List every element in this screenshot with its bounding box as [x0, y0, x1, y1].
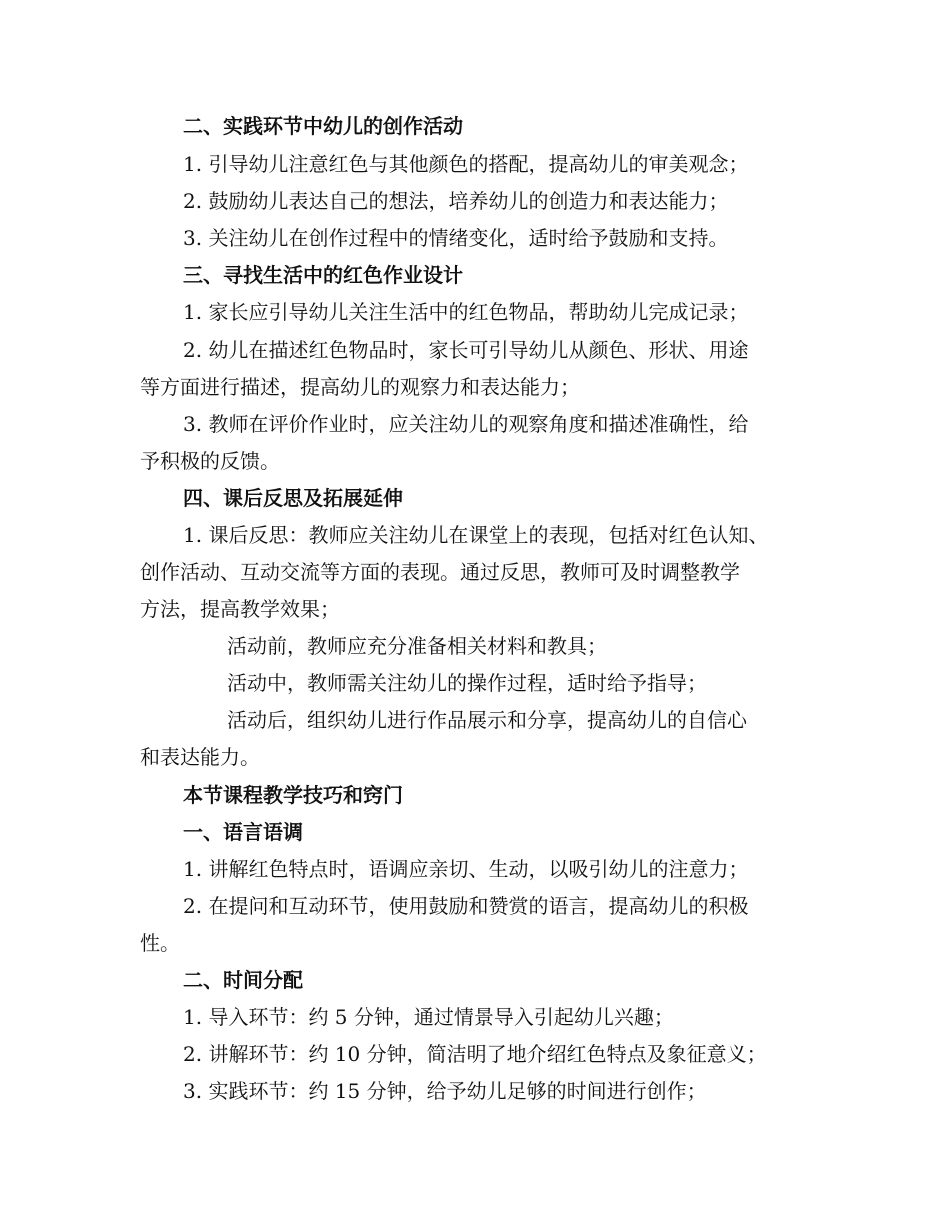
list-item: 2. 鼓励幼儿表达自己的想法，培养幼儿的创造力和表达能力；: [183, 189, 729, 213]
list-item: 3. 关注幼儿在创作过程中的情绪变化，适时给予鼓励和支持。: [183, 226, 729, 250]
sub-item: 活动前，教师应充分准备相关材料和教具；: [227, 634, 607, 658]
section-heading: 一、语言语调: [183, 820, 303, 844]
list-item: 2. 讲解环节：约 10 分钟，简洁明了地介绍红色特点及象征意义；: [183, 1042, 767, 1066]
section-heading: 二、时间分配: [183, 968, 303, 992]
section-heading: 三、寻找生活中的红色作业设计: [183, 263, 463, 287]
list-item-continuation: 性。: [140, 931, 180, 955]
list-item: 2. 在提问和互动环节，使用鼓励和赞赏的语言，提高幼儿的积极: [183, 894, 749, 918]
list-item: 3. 教师在评价作业时，应关注幼儿的观察角度和描述准确性，给: [183, 412, 749, 436]
sub-item: 活动中，教师需关注幼儿的操作过程，适时给予指导；: [227, 671, 707, 695]
section-heading: 四、课后反思及拓展延伸: [183, 486, 403, 510]
list-item-continuation: 方法，提高教学效果；: [140, 597, 340, 621]
section-heading: 本节课程教学技巧和窍门: [183, 783, 403, 807]
list-item: 1. 讲解红色特点时，语调应亲切、生动，以吸引幼儿的注意力；: [183, 857, 749, 881]
sub-item: 活动后，组织幼儿进行作品展示和分享，提高幼儿的自信心: [227, 708, 747, 732]
section-heading: 二、实践环节中幼儿的创作活动: [183, 114, 463, 138]
list-item-continuation: 等方面进行描述，提高幼儿的观察力和表达能力；: [140, 375, 580, 399]
list-item: 1. 导入环节：约 5 分钟，通过情景导入引起幼儿兴趣；: [183, 1005, 674, 1029]
list-item-continuation: 创作活动、互动交流等方面的表现。通过反思，教师可及时调整教学: [140, 560, 740, 584]
list-item: 1. 引导幼儿注意红色与其他颜色的搭配，提高幼儿的审美观念；: [183, 152, 749, 176]
list-item: 1. 家长应引导幼儿关注生活中的红色物品，帮助幼儿完成记录；: [183, 300, 749, 324]
list-item: 2. 幼儿在描述红色物品时，家长可引导幼儿从颜色、形状、用途: [183, 338, 749, 362]
list-item: 1. 课后反思：教师应关注幼儿在课堂上的表现，包括对红色认知、: [183, 523, 769, 547]
list-item-continuation: 予积极的反馈。: [140, 449, 280, 473]
list-item: 3. 实践环节：约 15 分钟，给予幼儿足够的时间进行创作；: [183, 1079, 707, 1103]
sub-item-continuation: 和表达能力。: [140, 745, 260, 769]
